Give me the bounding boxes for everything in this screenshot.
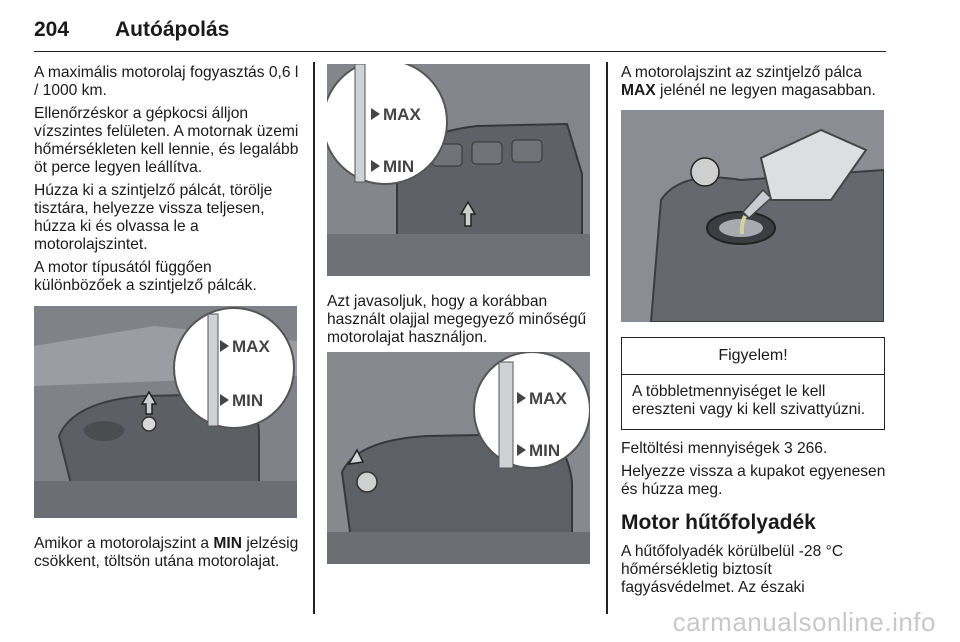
min-bold: MIN <box>213 535 242 552</box>
paragraph-replace-cap: Helyezze vissza a kupakot egyenesen és húzza meg. <box>621 463 886 498</box>
engine-dipstick-figure-1 <box>34 306 297 518</box>
max-label: MAX <box>383 105 421 124</box>
notice-title: Figyelem! <box>622 338 884 375</box>
min-label: MIN <box>529 441 561 460</box>
watermark: carmanualsonline.info <box>672 607 936 637</box>
chapter-title: Autóápolás <box>115 18 230 41</box>
page-header <box>34 18 886 52</box>
paragraph-check-conditions: Ellenőrzéskor a gépkocsi álljon vízszintes felületen. A motornak üzemi hőmérsékleten kell lennie, és legalább öt perce legyen leállítva. <box>34 105 299 176</box>
paragraph-dipstick-types: A motor típusától függően különbözőek a szintjelző pálcák. <box>34 259 257 294</box>
column-1 <box>34 64 302 300</box>
engine-dipstick-figure-2 <box>327 64 590 276</box>
column-3-bottom <box>621 440 889 602</box>
paragraph-max-level: A motorolajszint az szintjelző pálca MAX jelénél ne legyen magasabban. <box>621 64 876 99</box>
column-divider-2 <box>606 62 608 614</box>
max-label: MAX <box>529 389 567 408</box>
min-label: MIN <box>383 157 415 176</box>
max-bold: MAX <box>621 82 656 99</box>
paragraph-dipstick-procedure: Húzza ki a szintjelző pálcát, törölje tisztára, helyezze vissza teljesen, húzza ki és olvassa le a motorolajszintet. <box>34 182 273 253</box>
notice-box <box>621 337 885 430</box>
column-2 <box>327 293 595 352</box>
oil-filling-figure <box>621 110 884 322</box>
column-3 <box>621 64 889 105</box>
paragraph-consumption: A maximális motorolaj fogyasztás 0,6 l / 1000 km. <box>34 64 299 99</box>
column-divider-1 <box>313 62 315 614</box>
paragraph-refill-min: Amikor a motorolajszint a MIN jelzésig csökkent, töltsön utána motorolajat. <box>34 535 299 570</box>
column-1-bottom <box>34 535 302 576</box>
page-reference[interactable]: 3 266. <box>783 440 828 457</box>
min-label: MIN <box>232 391 264 410</box>
paragraph-coolant: A hűtőfolyadék körülbelül -28 °C hőmérsékletig biztosít fagyásvédelmet. Az északi <box>621 543 844 596</box>
page-number: 204 <box>34 18 70 41</box>
engine-oil-cap-figure <box>327 352 590 564</box>
paragraph-fill-quantities: Feltöltési mennyiségek 3 266. <box>621 440 828 457</box>
paragraph-oil-quality: Azt javasoljuk, hogy a korábban használt olajjal megegyező minőségű motorolajat használjon. <box>327 293 587 346</box>
notice-body: A többletmennyiséget le kell ereszteni vagy ki kell szivattyúzni. <box>632 383 866 418</box>
max-label: MAX <box>232 337 270 356</box>
section-heading-coolant: Motor hűtőfolyadék <box>621 511 816 534</box>
